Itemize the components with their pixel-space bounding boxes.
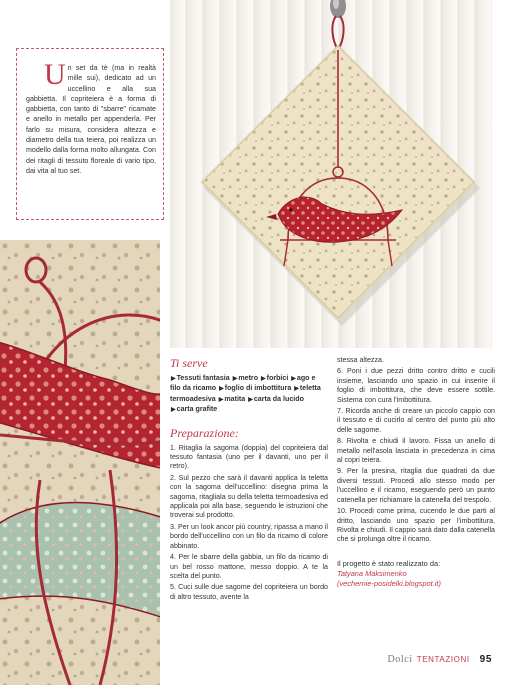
teacozy-illustration [0,240,160,685]
material-item: teletta termoadesiva [170,384,321,403]
bullet-triangle-icon: ▶ [248,396,253,403]
material-item: metro [238,374,260,382]
instruction-step: 10. Procedi come prima, cucendo le due parti al dritto, lasciando uno spazio per l'imbottitura. Rivolta e chiudi. Il cappio sarà dato dalla catenella che si prolunga oltre il ricamo. [337,507,495,544]
material-item: ago e filo da ricamo [170,374,316,393]
bullet-triangle-icon: ▶ [218,396,224,403]
column-left [170,356,328,604]
material-item: carta grafite [176,405,218,414]
column-right [337,356,495,589]
page-footer [387,654,492,665]
instruction-step: 4. Per le sbarre della gabbia, un filo da ricamo di un bel rosso mattone, messo doppio. A te la scelta del punto. [170,553,328,580]
potholder-illustration [170,0,492,348]
preparation-heading: Preparazione: [170,425,239,440]
steps-list-a [170,444,328,603]
bullet-triangle-icon: ▶ [294,386,299,393]
instruction-step: 3. Per un look ancor più country, ripassa a mano il bordo dell'uccellino con un filo da ricamo di colore abbinato. [170,522,328,550]
bullet-triangle-icon: ▶ [171,407,176,414]
intro-box [16,48,164,220]
materials-list [170,374,328,416]
bullet-triangle-icon: ▶ [232,376,238,382]
instruction-step: stessa altezza. [337,356,384,364]
instruction-step: 7. Ricorda anche di creare un piccolo cappio con il tessuto e di cucirlo al centro del punto più alto delle sagome. [337,407,495,434]
materials-heading: Ti serve [170,356,208,370]
instruction-step: 5. Cuci sulle due sagome del copriteiera un bordo di altro tessuto, avente la [170,583,328,601]
material-item: matita [224,394,248,403]
bullet-triangle-icon: ▶ [171,376,176,382]
credit-author: Tatyana Maksimenko [337,568,407,578]
instruction-step: 8. Rivolta e chiudi il lavoro. Fissa un anello di metallo nell'asola lasciata in precedenza in cima al copri teiera. [337,437,495,465]
magazine-name-a: Dolci [387,654,413,665]
bullet-triangle-icon: ▶ [219,386,224,393]
credit-blog[interactable]: (vechernie-posidelki.blogspot.it) [337,578,441,588]
magazine-name-b: TENTAZIONI [416,655,470,664]
steps-list-b [337,356,495,545]
intro-text: n set da tè (ma in realtà mille sui), dedicato ad un uccellino e alla sua gabbietta. Il copriteiera è a forma di gabbietta, con tanto di "sbarre" ricamate e anello in metallo per appenderla. Per farlo su misura, considera altezza e diametro della tua teiera, poi realizza un modello dalla forma molto allungata. Con dei ritagli di tessuto floreale di vario tipo, dai vita al tuo set. [26,64,156,175]
instruction-step: 9. Per la presina, ritaglia due quadrati da due diversi tessuti. Procedi allo stesso modo per l'uccellino e il ricamo, eseguendo però un punto catenella per richiamare la catenella del trespolo. [337,467,495,504]
instruction-step: 6. Poni i due pezzi dritto contro dritto e cucili insieme, lasciando uno spazio in cui inserire il foglio di imbottitura, che deve essere sottile. Sistema con cura l'imbottitura. [337,367,495,404]
credit-line: Il progetto è stato realizzato da: [337,558,441,568]
instruction-step: 1. Ritaglia la sagoma (doppia) del copriteiera dal tessuto fantasia (uno per il davanti, uno per il retro). [170,443,328,471]
intro-dropcap: U [44,58,66,91]
material-item: carta da lucido [253,394,304,403]
teacozy-closeup-photo [0,240,160,685]
potholder-photo [170,0,492,348]
material-item: Tessuti fantasia [176,374,232,382]
bullet-triangle-icon: ▶ [261,376,266,382]
bullet-triangle-icon: ▶ [291,376,296,382]
material-item: forbici [266,374,291,382]
material-item: foglio di imbottitura [224,384,294,393]
page-number: 95 [479,654,492,665]
instruction-step: 2. Sul pezzo che sarà il davanti applica la teletta con la sagoma dell'uccellino: disegna prima la sagoma, ritagliala su della teletta termoadesiva ed applicala poi alla base, seguendo le istruzioni che troverai sul prodotto. [170,473,328,520]
credit-block [337,559,495,589]
